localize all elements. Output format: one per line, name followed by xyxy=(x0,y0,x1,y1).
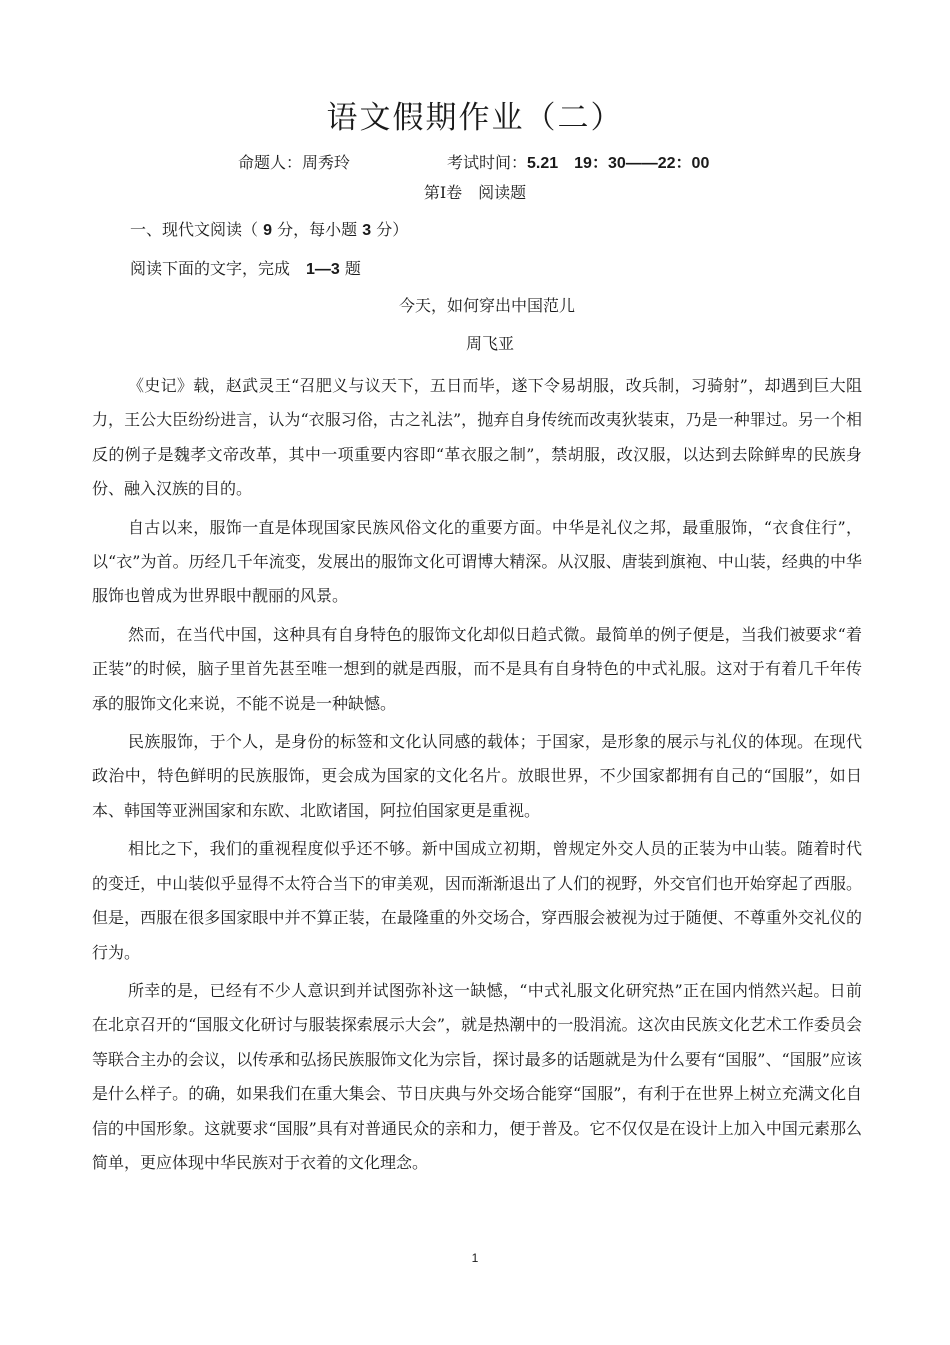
exam-meta xyxy=(0,151,950,175)
read-range: 1—3 xyxy=(306,261,340,278)
read-suffix: 题 xyxy=(344,259,361,278)
setter-name: 周秀玲 xyxy=(302,153,351,172)
time-value: 5.21 19：30——22：00 xyxy=(527,155,710,172)
paragraph: 《史记》载，赵武灵王“召肥义与议天下，五日而毕，遂下令易胡服，改兵制，习骑射”，却遇到巨大阻力，王公大臣纷纷进言，认为“衣服习俗，古之礼法”，抛弃自身传统而改夷狄装束，乃是一种罪过。另一个相反的例子是魏孝文帝改革，其中一项重要内容即“革衣服之制”，禁胡服，改汉服，以达到去除鲜卑的民族身份、融入汉族的目的。 xyxy=(92,376,862,499)
section-title: 第Ⅰ卷 阅读题 xyxy=(423,183,527,202)
part-points: 9 xyxy=(263,222,273,239)
part-each: 3 xyxy=(362,222,372,239)
read-prefix: 阅读下面的文字，完成 xyxy=(130,259,291,278)
setter-label: 命题人： xyxy=(238,153,303,172)
part-heading xyxy=(130,218,408,243)
paragraph: 民族服饰，于个人，是身份的标签和文化认同感的载体；于国家，是形象的展示与礼仪的体现。在现代政治中，特色鲜明的民族服饰，更会成为国家的文化名片。放眼世界，不少国家都拥有自己的“国服”，如日本、韩国等亚洲国家和东欧、北欧诸国，阿拉伯国家更是重视。 xyxy=(92,732,862,820)
exam-time xyxy=(447,151,709,176)
paragraph: 相比之下，我们的重视程度似乎还不够。新中国成立初期，曾规定外交人员的正装为中山装。随着时代的变迁，中山装似乎显得不太符合当下的审美观，因而渐渐退出了人们的视野，外交官们也开始穿起了西服。但是，西服在很多国家眼中并不算正装，在最隆重的外交场合，穿西服会被视为过于随便、不尊重外交礼仪的行为。 xyxy=(92,839,862,962)
article-body xyxy=(92,369,862,1184)
reading-instruction xyxy=(130,257,361,282)
part-middle: 分，每小题 xyxy=(277,220,358,239)
page-number: 1 xyxy=(471,1251,479,1265)
paragraph: 所幸的是，已经有不少人意识到并试图弥补这一缺憾，“中式礼服文化研究热”正在国内悄然兴起。日前在北京召开的“国服文化研讨与服装探索展示大会”，就是热潮中的一股涓流。这次由民族文化艺术工作委员会等联合主办的会议，以传承和弘扬民族服饰文化为宗旨，探讨最多的话题就是为什么要有“国服”、“国服”应该是什么样子。的确，如果我们在重大集会、节日庆典与外交场合能穿“国服”，有利于在世界上树立充满文化自信的中国形象。这就要求“国服”具有对普通民众的亲和力，便于普及。它不仅仅是在设计上加入中国元素那么简单，更应体现中华民族对于衣着的文化理念。 xyxy=(92,980,862,1172)
time-label: 考试时间： xyxy=(447,153,528,172)
paragraph: 自古以来，服饰一直是体现国家民族风俗文化的重要方面。中华是礼仪之邦，最重服饰，“衣食住行”，以“衣”为首。历经几千年流变，发展出的服饰文化可谓博大精深。从汉服、唐装到旗袍、中山装，经典的中华服饰也曾成为世界眼中靓丽的风景。 xyxy=(92,517,862,606)
article-author: 周飞亚 xyxy=(465,334,514,353)
part-suffix: 分） xyxy=(376,220,409,239)
article-title: 今天，如何穿出中国范儿 xyxy=(398,296,575,315)
question-setter xyxy=(238,151,350,175)
part-prefix: 一、现代文阅读（ xyxy=(130,220,259,239)
paragraph: 然而，在当代中国，这种具有自身特色的服饰文化却似日趋式微。最简单的例子便是，当我们被要求“着正装”的时候，脑子里首先甚至唯一想到的就是西服，而不是具有自身特色的中式礼服。这对于有着几千年传承的服饰文化来说，不能不说是一种缺憾。 xyxy=(92,624,862,713)
page-title: 语文假期作业（二） xyxy=(326,100,624,136)
